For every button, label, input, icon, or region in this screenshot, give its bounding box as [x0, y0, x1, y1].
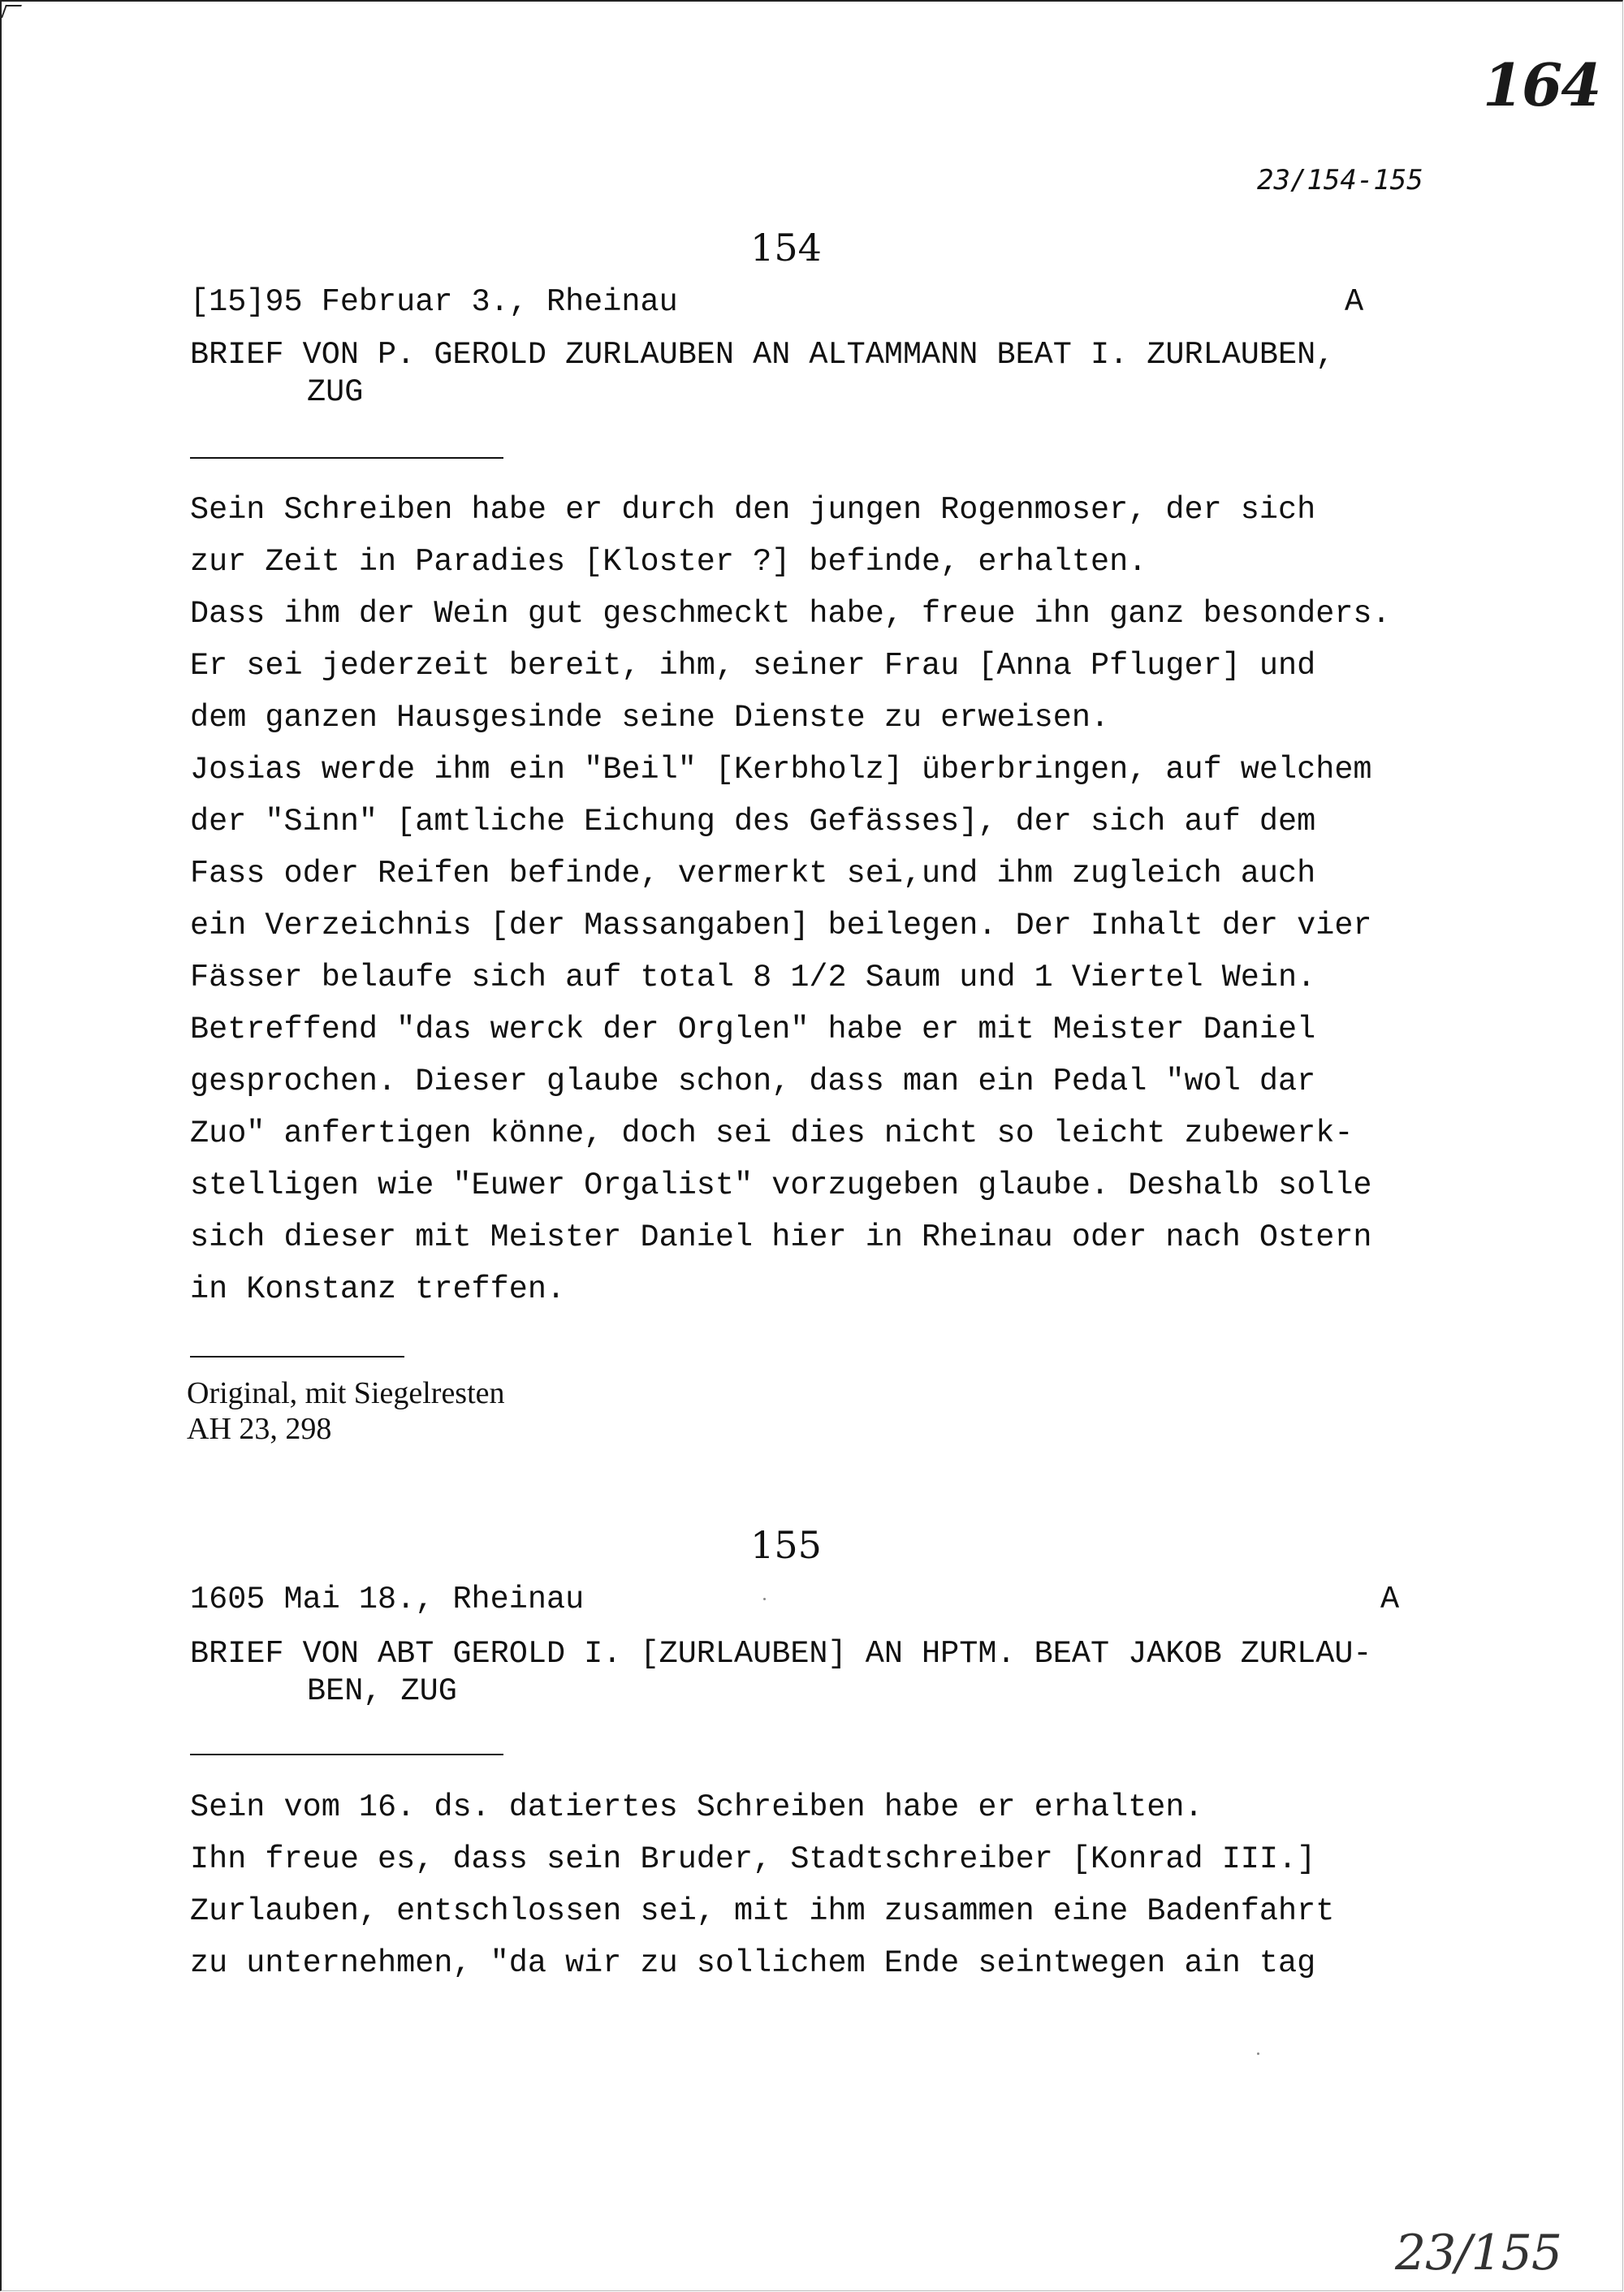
body-line: stelligen wie "Euwer Orgalist" vorzugeben glaube. Deshalb solle [190, 1168, 1372, 1203]
body-line: Sein Schreiben habe er durch den jungen Rogenmoser, der sich [190, 492, 1316, 528]
entry-sigle: A [1345, 284, 1364, 320]
scan-speck [1257, 2052, 1259, 2055]
entry-number-154: 154 [750, 226, 822, 270]
entry-title-line: BRIEF VON P. GEROLD ZURLAUBEN AN ALTAMMANN BEAT I. ZURLAUBEN, [190, 337, 1335, 373]
handwritten-folio-number: 164 [1483, 50, 1600, 119]
body-line: Dass ihm der Wein gut geschmeckt habe, freue ihn ganz besonders. [190, 596, 1391, 632]
body-line: Fässer belaufe sich auf total 8 1/2 Saum und 1 Viertel Wein. [190, 960, 1316, 995]
body-line: Zuo" anfertigen könne, doch sei dies nicht so leicht zubewerk- [190, 1116, 1354, 1151]
archive-reference: 23/154-155 [1257, 164, 1423, 196]
body-line: gesprochen. Dieser glaube schon, dass man ein Pedal "wol dar [190, 1064, 1316, 1099]
body-line: Sein vom 16. ds. datiertes Schreiben habe er erhalten. [190, 1789, 1203, 1825]
body-line: dem ganzen Hausgesinde seine Dienste zu erweisen. [190, 700, 1110, 736]
body-line: Ihn freue es, dass sein Bruder, Stadtschreiber [Konrad III.] [190, 1841, 1316, 1877]
entry-sigle: A [1380, 1582, 1400, 1617]
body-line: Betreffend "das werck der Orglen" habe er mit Meister Daniel [190, 1012, 1316, 1047]
entry-body [190, 1781, 1489, 1989]
entry-date-place: 1605 Mai 18., Rheinau [190, 1582, 585, 1617]
body-line: zur Zeit in Paradies [Kloster ?] befinde, erhalten. [190, 544, 1147, 580]
entry-title [190, 336, 1457, 411]
body-line: ein Verzeichnis [der Massangaben] beilegen. Der Inhalt der vier [190, 908, 1372, 943]
note-line: Original, mit Siegelresten [187, 1376, 505, 1410]
body-line: in Konstanz treffen. [190, 1271, 566, 1307]
handwritten-footer-reference: 23/155 [1395, 2225, 1562, 2281]
entry-title [190, 1635, 1457, 1710]
entry-number-155: 155 [750, 1523, 822, 1567]
body-line: zu unternehmen, "da wir zu sollichem Ende seintwegen ain tag [190, 1945, 1316, 1981]
entry-title-line: BRIEF VON ABT GEROLD I. [ZURLAUBEN] AN HPTM. BEAT JAKOB ZURLAU- [190, 1636, 1372, 1672]
entry-title-line: ZUG [307, 374, 364, 410]
body-line: Josias werde ihm ein "Beil" [Kerbholz] überbringen, auf welchem [190, 752, 1372, 788]
body-line: sich dieser mit Meister Daniel hier in Rheinau oder nach Ostern [190, 1219, 1372, 1255]
body-line: Fass oder Reifen befinde, vermerkt sei,und ihm zugleich auch [190, 856, 1316, 891]
body-line: Zurlauben, entschlossen sei, mit ihm zusammen eine Badenfahrt [190, 1893, 1335, 1929]
separator-rule [190, 1754, 503, 1755]
entry-body [190, 484, 1489, 1315]
separator-rule [190, 457, 503, 459]
entry-title-line: BEN, ZUG [307, 1673, 457, 1709]
scan-speck [763, 1598, 766, 1600]
separator-rule [190, 1356, 404, 1358]
entry-date-place: [15]95 Februar 3., Rheinau [190, 284, 678, 320]
source-note [187, 1375, 505, 1447]
body-line: Er sei jederzeit bereit, ihm, seiner Frau [Anna Pfluger] und [190, 648, 1316, 684]
body-line: der "Sinn" [amtliche Eichung des Gefässes], der sich auf dem [190, 804, 1316, 840]
note-line: AH 23, 298 [187, 1412, 332, 1446]
